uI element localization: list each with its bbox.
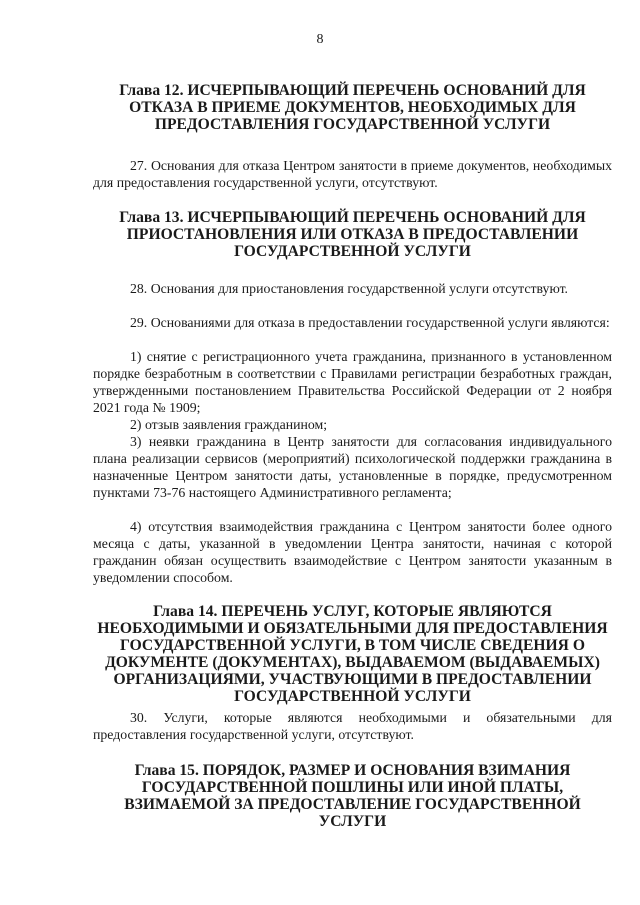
- chapter-12-heading: Глава 12. ИСЧЕРПЫВАЮЩИЙ ПЕРЕЧЕНЬ ОСНОВАНИЙ ДЛЯ ОТКАЗА В ПРИЕМЕ ДОКУМЕНТОВ, НЕОБХОДИМЫХ ДЛЯ ПРЕДОСТАВЛЕНИЯ ГОСУДАРСТВЕННОЙ УСЛУГИ: [119, 82, 586, 133]
- chapter-15-heading: Глава 15. ПОРЯДОК, РАЗМЕР И ОСНОВАНИЯ ВЗИМАНИЯ ГОСУДАРСТВЕННОЙ ПОШЛИНЫ ИЛИ ИНОЙ ПЛАТЫ, ВЗИМАЕМОЙ ЗА ПРЕДОСТАВЛЕНИЕ ГОСУДАРСТВЕННОЙ УСЛУГИ: [124, 762, 581, 830]
- chapter-13-heading: Глава 13. ИСЧЕРПЫВАЮЩИЙ ПЕРЕЧЕНЬ ОСНОВАНИЙ ДЛЯ ПРИОСТАНОВЛЕНИЯ ИЛИ ОТКАЗА В ПРЕДОСТАВЛЕНИИ ГОСУДАРСТВЕННОЙ УСЛУГИ: [119, 209, 586, 260]
- paragraph-27: 27. Основания для отказа Центром занятости в приеме документов, необходимых для предоставления государственной услуги, отсутствуют.: [93, 158, 612, 190]
- paragraph-30: 30. Услуги, которые являются необходимыми и обязательными для предоставления государственной услуги, отсутствуют.: [93, 710, 612, 742]
- list-item-4: 4) отсутствия взаимодействия гражданина с Центром занятости более одного месяца с даты, указанной в уведомлении Центра занятости, начиная с которой гражданин обязан осуществить взаимодействие с Центром занятости указанным в уведомлении способом.: [93, 519, 612, 585]
- page-number: 8: [316, 32, 324, 47]
- list-item-1: 1) снятие с регистрационного учета гражданина, признанного в установленном порядке безработным в соответствии с Правилами регистрации безработных граждан, утвержденными постановлением Правительства Российской Федерации от 2 ноября 2021 года № 1909;: [93, 349, 612, 415]
- list-item-2: 2) отзыв заявления гражданином;: [130, 417, 328, 432]
- chapter-14-heading: Глава 14. ПЕРЕЧЕНЬ УСЛУГ, КОТОРЫЕ ЯВЛЯЮТСЯ НЕОБХОДИМЫМИ И ОБЯЗАТЕЛЬНЫМИ ДЛЯ ПРЕДОСТАВЛЕНИЯ ГОСУДАРСТВЕННОЙ УСЛУГИ, В ТОМ ЧИСЛЕ СВЕДЕНИЯ О ДОКУМЕНТЕ (ДОКУМЕНТАХ), ВЫДАВАЕМОМ (ВЫДАВАЕМЫХ) ОРГАНИЗАЦИЯМИ, УЧАСТВУЮЩИМИ В ПРЕДОСТАВЛЕНИИ ГОСУДАРСТВЕННОЙ УСЛУГИ: [97, 603, 608, 705]
- paragraph-28: 28. Основания для приостановления государственной услуги отсутствуют.: [130, 281, 569, 296]
- paragraph-29: 29. Основаниями для отказа в предоставлении государственной услуги являются:: [130, 315, 610, 330]
- list-item-3: 3) неявки гражданина в Центр занятости для согласования индивидуального плана реализации сервисов (мероприятий) психологической поддержки гражданина в назначенные Центром занятости даты, установленные в порядке, предусмотренном пунктами 73-76 настоящего Административного регламента;: [93, 434, 612, 500]
